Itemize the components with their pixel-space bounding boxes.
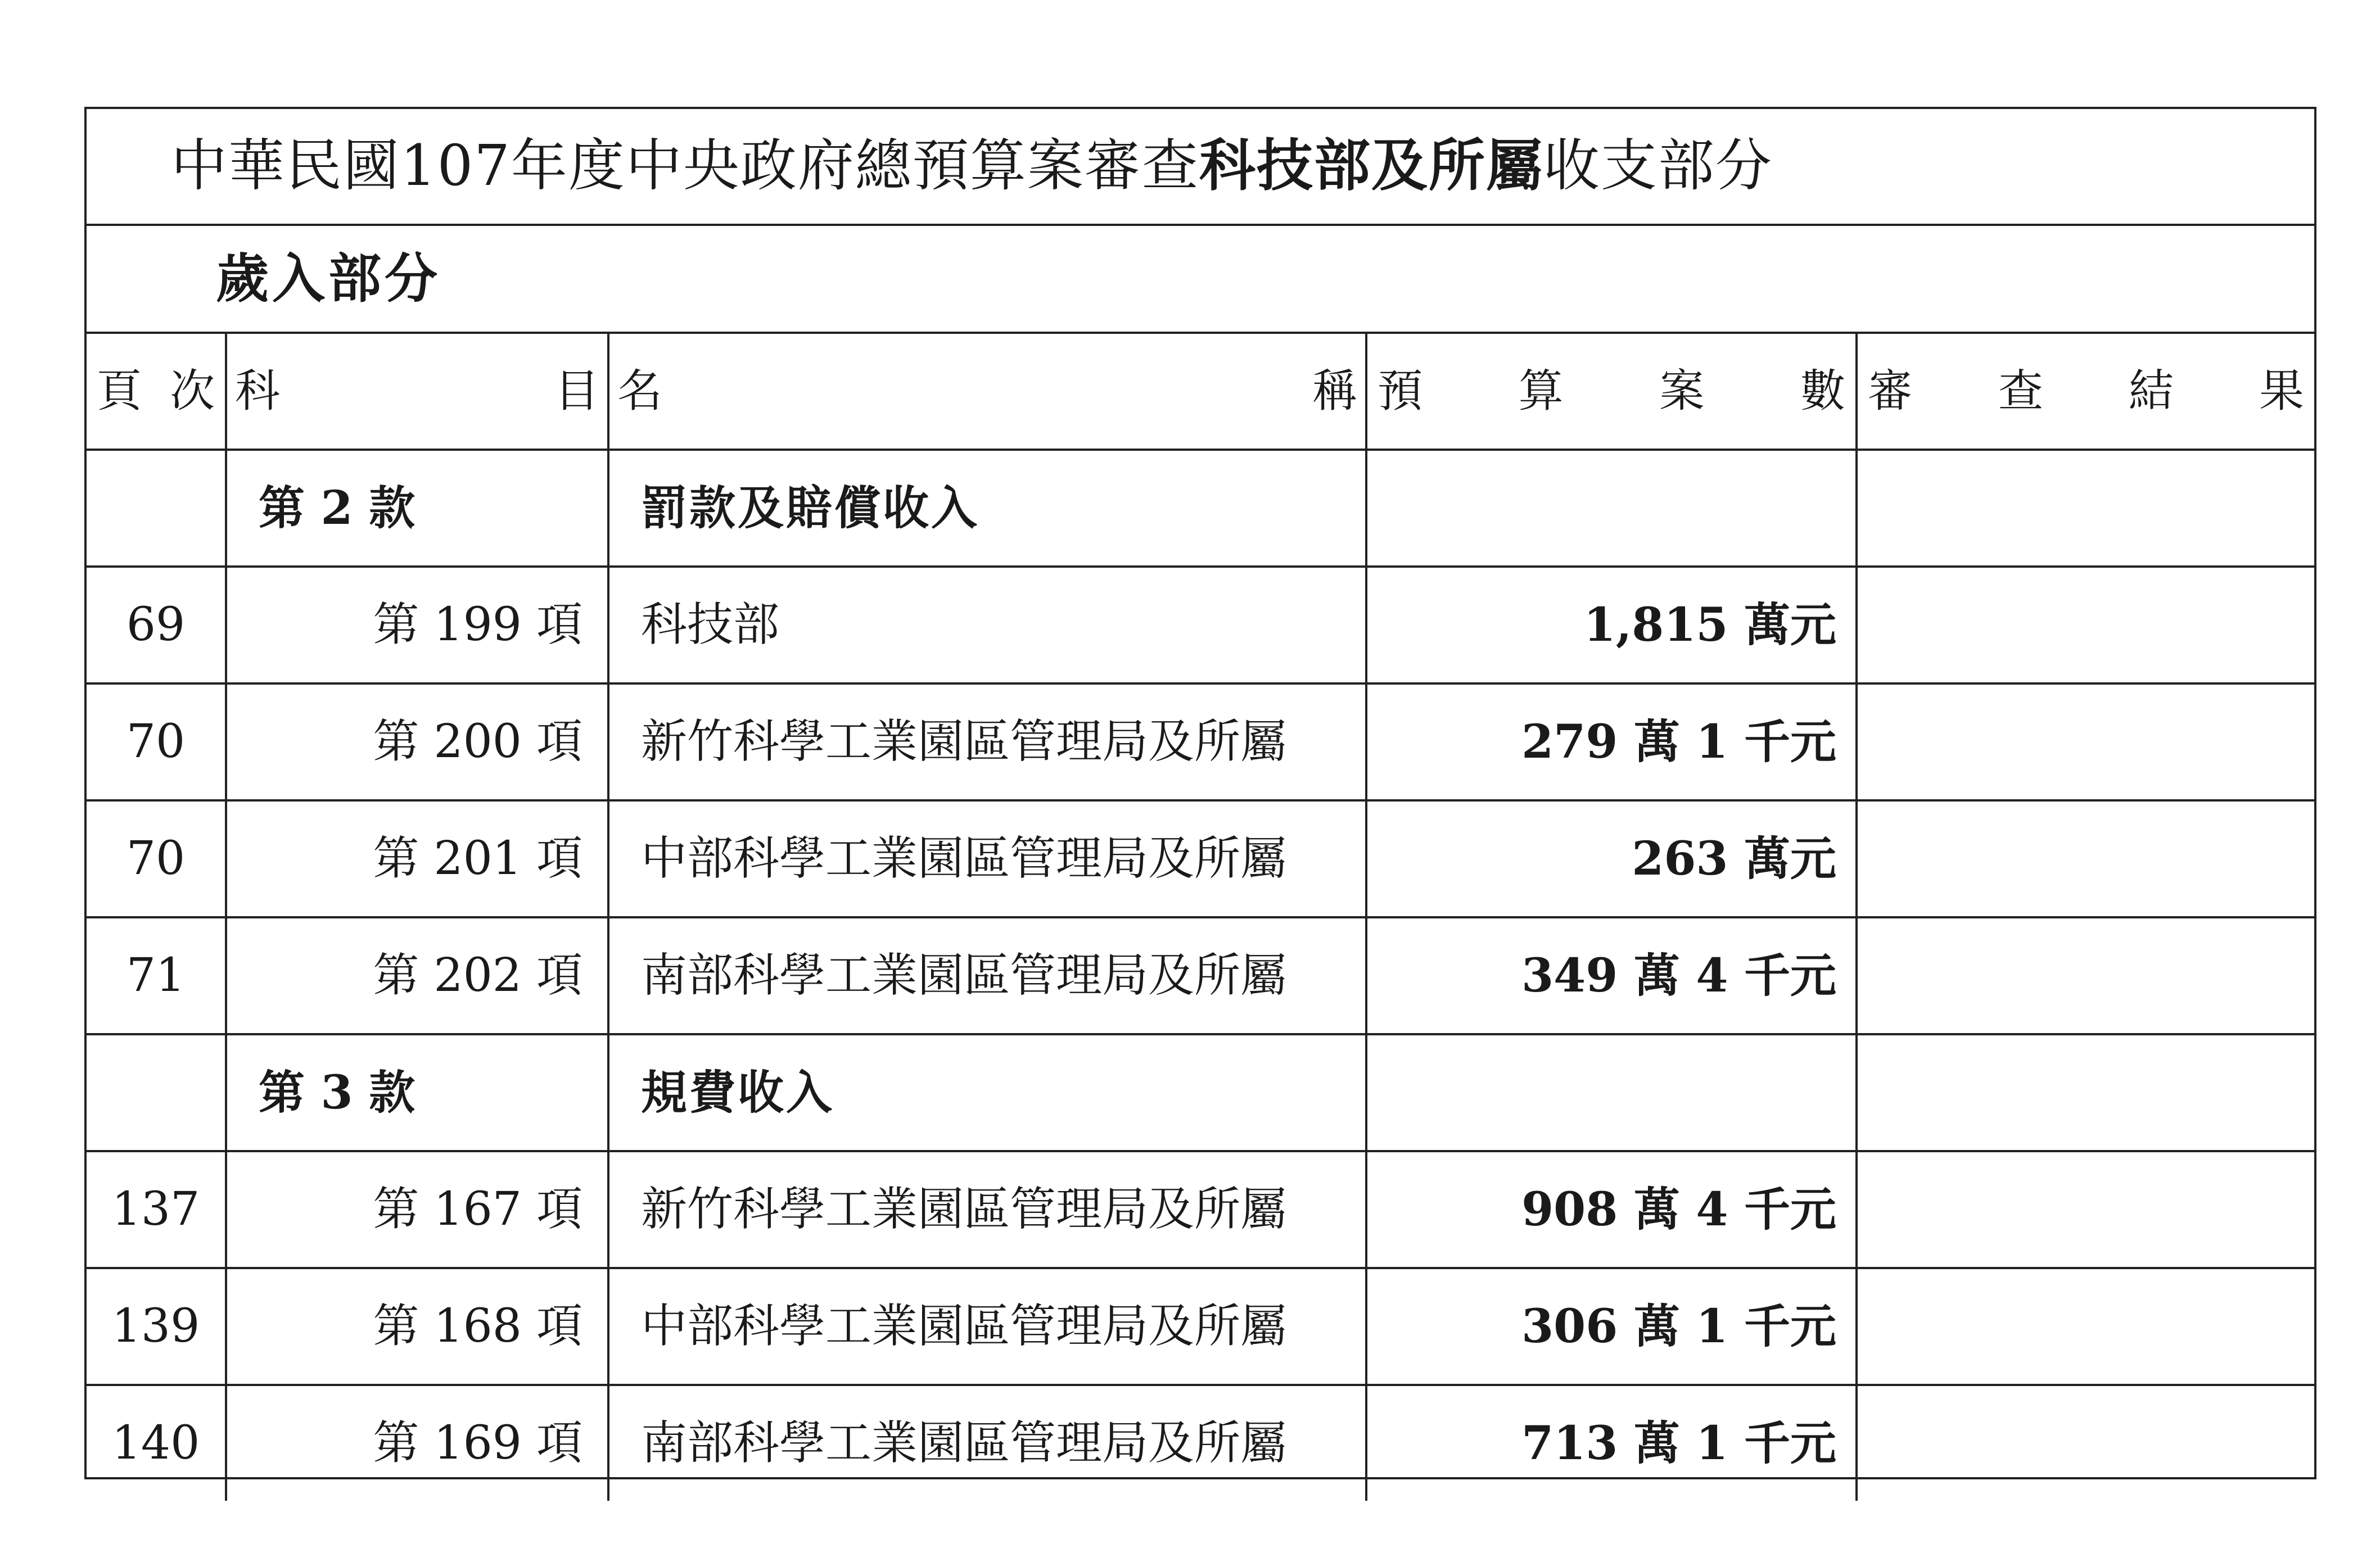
header-char: 目 <box>554 365 599 417</box>
amount-cell: 713 萬 1 千元 <box>1366 1385 1857 1501</box>
amount-cell: 263 萬元 <box>1366 800 1857 917</box>
table-row <box>87 800 2314 917</box>
account-cell: 第 200 項 <box>226 683 608 800</box>
section-row <box>87 226 2314 334</box>
header-name <box>608 334 1366 450</box>
page-cell: 70 <box>87 800 226 917</box>
page-cell: 137 <box>87 1151 226 1268</box>
name-cell: 新竹科學工業園區管理局及所屬 <box>608 1151 1366 1268</box>
header-char: 頁 <box>97 365 142 417</box>
header-char: 算 <box>1518 365 1564 417</box>
page-cell: 140 <box>87 1385 226 1501</box>
amount-cell: 908 萬 4 千元 <box>1366 1151 1857 1268</box>
result-cell <box>1857 1034 2314 1151</box>
account-cell: 第 199 項 <box>226 567 608 683</box>
name-cell: 科技部 <box>608 567 1366 683</box>
header-amount <box>1366 334 1857 450</box>
table-header-row <box>87 334 2314 450</box>
header-char: 數 <box>1800 365 1845 417</box>
name-cell: 罰款及賠償收入 <box>608 450 1366 567</box>
result-cell <box>1857 1268 2314 1385</box>
header-char: 預 <box>1378 365 1422 417</box>
header-char: 名 <box>617 365 662 417</box>
page-cell <box>87 450 226 567</box>
page-cell: 69 <box>87 567 226 683</box>
account-cell: 第 201 項 <box>226 800 608 917</box>
document-title <box>171 132 1773 200</box>
title-row <box>87 109 2314 226</box>
account-cell: 第 3 款 <box>226 1034 608 1151</box>
amount-cell: 279 萬 1 千元 <box>1366 683 1857 800</box>
result-cell <box>1857 917 2314 1034</box>
result-cell <box>1857 567 2314 683</box>
budget-table <box>87 334 2314 1501</box>
header-char: 科 <box>235 365 280 417</box>
table-row <box>87 1151 2314 1268</box>
name-cell: 新竹科學工業園區管理局及所屬 <box>608 683 1366 800</box>
header-char: 果 <box>2259 365 2304 417</box>
table-row <box>87 683 2314 800</box>
name-cell: 中部科學工業園區管理局及所屬 <box>608 1268 1366 1385</box>
name-cell: 南部科學工業園區管理局及所屬 <box>608 917 1366 1034</box>
table-row <box>87 567 2314 683</box>
account-cell: 第 167 項 <box>226 1151 608 1268</box>
name-cell: 規費收入 <box>608 1034 1366 1151</box>
account-cell: 第 202 項 <box>226 917 608 1034</box>
title-agency: 科技部及所屬 <box>1199 132 1543 198</box>
account-cell: 第 2 款 <box>226 450 608 567</box>
header-char: 稱 <box>1312 365 1357 417</box>
header-char: 審 <box>1868 365 1913 417</box>
header-page <box>87 334 226 450</box>
header-result <box>1857 334 2314 450</box>
amount-cell <box>1366 450 1857 567</box>
budget-review-sheet <box>84 107 2316 1479</box>
name-cell: 中部科學工業園區管理局及所屬 <box>608 800 1366 917</box>
result-cell <box>1857 1151 2314 1268</box>
page-cell: 139 <box>87 1268 226 1385</box>
section-heading: 歲入部分 <box>216 248 441 310</box>
amount-cell <box>1366 1034 1857 1151</box>
amount-cell: 1,815 萬元 <box>1366 567 1857 683</box>
result-cell <box>1857 450 2314 567</box>
page-cell <box>87 1034 226 1151</box>
account-cell: 第 168 項 <box>226 1268 608 1385</box>
page-cell: 70 <box>87 683 226 800</box>
result-cell <box>1857 800 2314 917</box>
result-cell <box>1857 683 2314 800</box>
table-row <box>87 1385 2314 1501</box>
title-suffix: 收支部分 <box>1543 133 1773 198</box>
amount-cell: 349 萬 4 千元 <box>1366 917 1857 1034</box>
name-cell: 南部科學工業園區管理局及所屬 <box>608 1385 1366 1501</box>
title-prefix: 中華民國107年度中央政府總預算案審查 <box>171 133 1199 198</box>
header-char: 結 <box>2129 365 2174 417</box>
account-cell: 第 169 項 <box>226 1385 608 1501</box>
table-row <box>87 917 2314 1034</box>
amount-cell: 306 萬 1 千元 <box>1366 1268 1857 1385</box>
page-cell: 71 <box>87 917 226 1034</box>
table-group-row <box>87 1034 2314 1151</box>
table-row <box>87 1268 2314 1385</box>
header-char: 查 <box>1998 365 2043 417</box>
header-account <box>226 334 608 450</box>
table-group-row <box>87 450 2314 567</box>
result-cell <box>1857 1385 2314 1501</box>
header-char: 次 <box>170 365 215 417</box>
header-char: 案 <box>1659 365 1705 417</box>
